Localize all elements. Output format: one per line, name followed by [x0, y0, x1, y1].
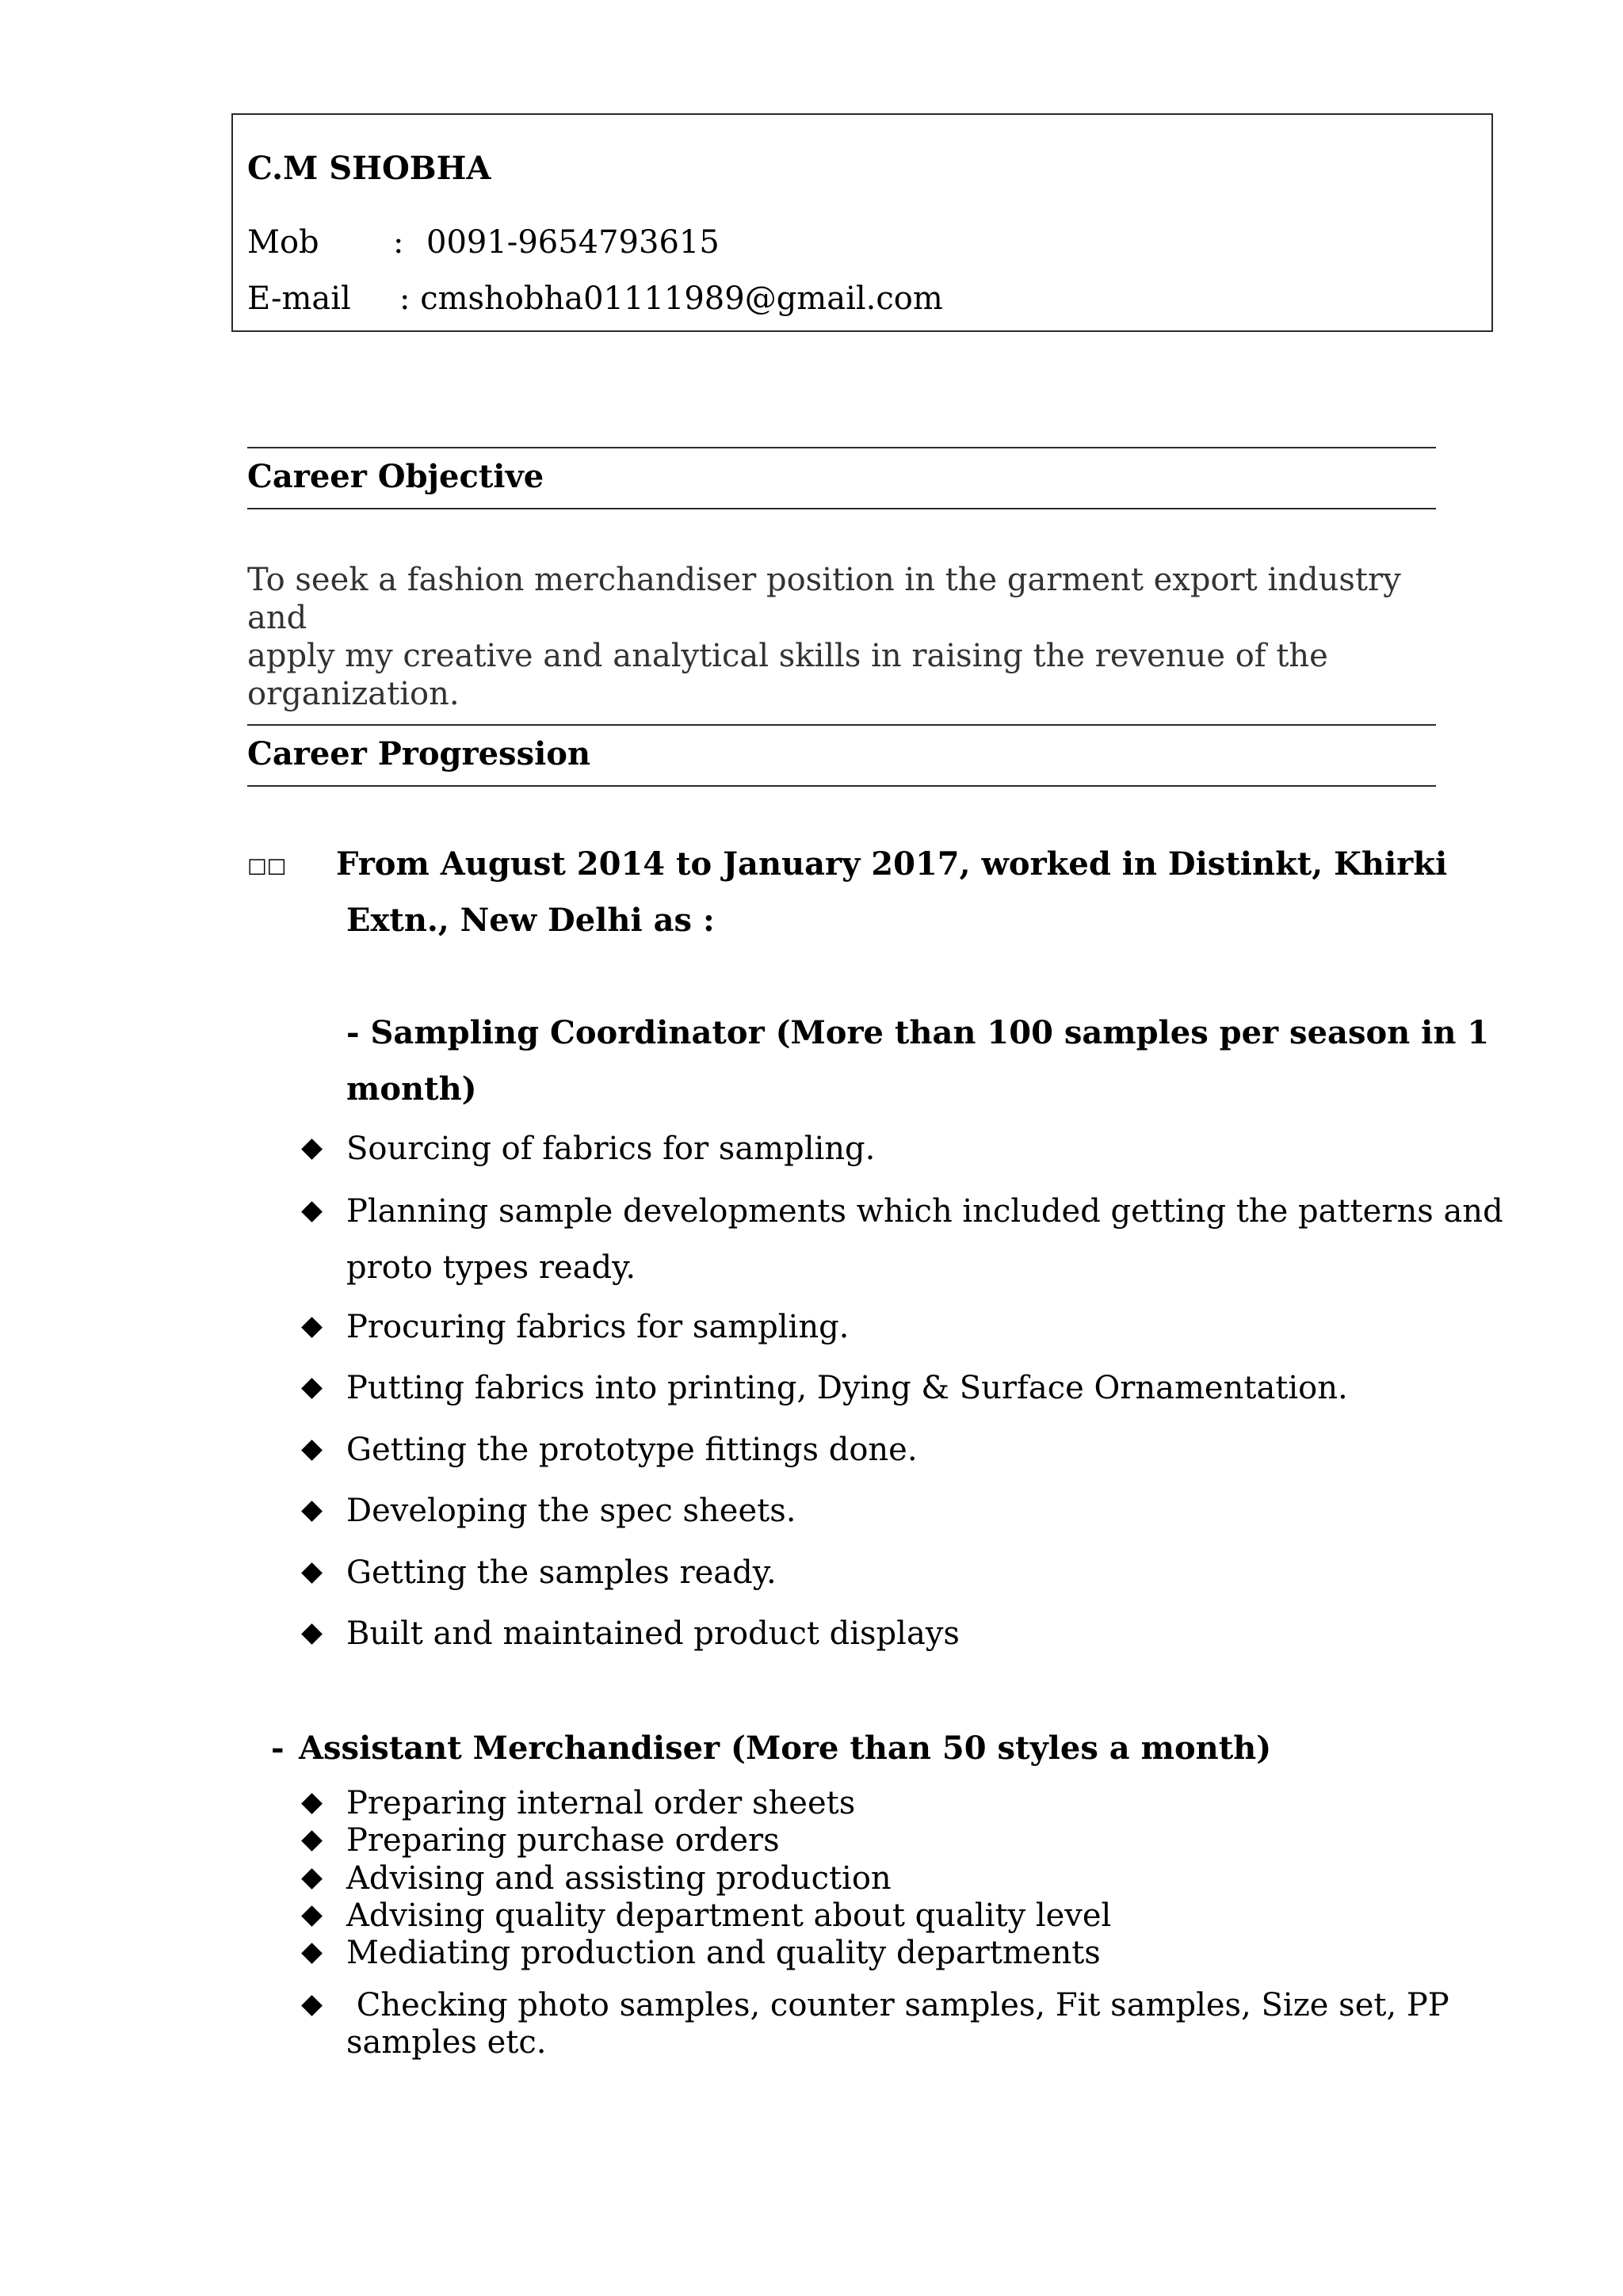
progression-bottom-rule — [247, 785, 1436, 787]
contact-header-box — [231, 113, 1493, 332]
sampling-bullet-3: Procuring fabrics for sampling. — [346, 1309, 850, 1345]
role-sampling-title-line-2: month) — [346, 1070, 477, 1108]
objective-top-rule — [247, 447, 1436, 448]
sampling-bullet-7: Getting the samples ready. — [346, 1554, 777, 1591]
bullet-diamond-icon — [301, 1562, 323, 1584]
bullet-diamond-icon — [301, 1830, 323, 1852]
bullet-diamond-icon — [301, 1378, 323, 1399]
bullet-diamond-icon — [301, 1995, 323, 2016]
role-assistant-title: Assistant Merchandiser (More than 50 styles a month) — [299, 1730, 1272, 1767]
objective-bottom-rule — [247, 508, 1436, 509]
sampling-bullet-2-cont: proto types ready. — [346, 1249, 636, 1286]
assistant-bullet-5: Mediating production and quality departments — [346, 1935, 1101, 1971]
mob-separator: : — [393, 224, 404, 261]
sampling-bullet-2: Planning sample developments which included getting the patterns and — [346, 1193, 1503, 1230]
bullet-diamond-icon — [301, 1905, 323, 1927]
bullet-diamond-icon — [301, 1138, 323, 1160]
career-objective-title: Career Objective — [247, 458, 544, 495]
sampling-bullet-5: Getting the prototype fittings done. — [346, 1432, 918, 1468]
role-sampling-title-line-1: - Sampling Coordinator (More than 100 samples per season in 1 — [346, 1014, 1490, 1051]
sampling-bullet-8: Built and maintained product displays — [346, 1615, 960, 1652]
job-line-1: From August 2014 to January 2017, worked in Distinkt, Khirki — [336, 845, 1448, 883]
bullet-diamond-icon — [301, 1943, 323, 1964]
role-assistant-dash: - — [271, 1730, 285, 1767]
bullet-diamond-icon — [301, 1623, 323, 1645]
mob-label: Mob — [247, 224, 319, 261]
objective-line-1: To seek a fashion merchandiser position in the garment export industry and — [247, 562, 1401, 636]
assistant-bullet-4: Advising quality department about quality level — [346, 1897, 1112, 1934]
bullet-diamond-icon — [301, 1793, 323, 1814]
mob-value: 0091-9654793615 — [426, 224, 720, 261]
sampling-bullet-6: Developing the spec sheets. — [346, 1493, 796, 1529]
assistant-bullet-6-cont: samples etc. — [346, 2024, 547, 2061]
career-progression-title: Career Progression — [247, 735, 591, 772]
assistant-bullet-6: Checking photo samples, counter samples, Fit samples, Size set, PP — [346, 1987, 1449, 2023]
candidate-name: C.M SHOBHA — [247, 150, 491, 187]
bullet-diamond-icon — [301, 1868, 323, 1890]
career-objective-text — [247, 561, 1452, 713]
email-value: : cmshobha01111989@gmail.com — [399, 280, 943, 317]
email-label: E-mail — [247, 280, 351, 317]
progression-top-rule — [247, 724, 1436, 726]
job-marker-glyph: □□ — [247, 854, 287, 878]
bullet-diamond-icon — [301, 1317, 323, 1338]
job-line-2: Extn., New Delhi as : — [346, 902, 715, 939]
objective-line-2: apply my creative and analytical skills in raising the revenue of the organization. — [247, 638, 1328, 712]
assistant-bullet-3: Advising and assisting production — [346, 1860, 892, 1897]
sampling-bullet-1: Sourcing of fabrics for sampling. — [346, 1131, 876, 1167]
bullet-diamond-icon — [301, 1501, 323, 1522]
assistant-bullet-1: Preparing internal order sheets — [346, 1785, 856, 1821]
assistant-bullet-2: Preparing purchase orders — [346, 1822, 780, 1859]
bullet-diamond-icon — [301, 1201, 323, 1222]
bullet-diamond-icon — [301, 1440, 323, 1461]
sampling-bullet-4: Putting fabrics into printing, Dying & Surface Ornamentation. — [346, 1370, 1348, 1406]
